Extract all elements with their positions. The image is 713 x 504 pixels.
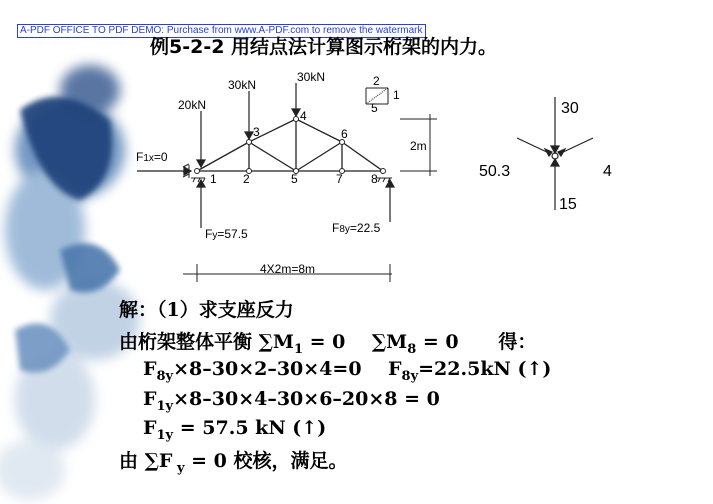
node6-force-30: 30	[561, 100, 579, 117]
solution-line-equilibrium: 由桁架整体平衡 $\sum M_1 = 0$ $\sum M_8 = 0$ 得：	[119, 331, 537, 357]
span-label: 4X2m=8m	[260, 262, 316, 276]
load-label-30kn-node4: 30kN	[297, 70, 326, 84]
slope-label-1: 1	[393, 88, 400, 102]
label-f1x: F1x=0	[136, 150, 168, 164]
member-5-6	[296, 142, 342, 171]
slope-label-2: 2	[373, 74, 380, 88]
node-8	[381, 169, 386, 174]
member-6-8	[342, 142, 383, 171]
node-number-8: 8	[371, 172, 378, 186]
load-label-30kn-node3: 30kN	[228, 78, 257, 92]
node-number-2: 2	[243, 172, 250, 186]
node-4	[294, 117, 299, 122]
label-f1y: Fy=57.5	[205, 227, 248, 241]
node-number-6: 6	[341, 127, 348, 141]
solution-line-moment-8: $F_{1y}\times 8-30\times 4-30\times 6-20\times 8 = 0$	[143, 388, 440, 414]
watermark-text: A-PDF OFFICE TO PDF DEMO: Purchase from www.A-PDF.com to remove the watermark	[17, 24, 426, 38]
member-1-3	[197, 142, 249, 171]
load-label-20kn: 20kN	[178, 98, 207, 112]
node-1	[195, 169, 200, 174]
node-number-5: 5	[291, 172, 298, 186]
solution-line-moment-1: $F_{8y}\times 8-30\times 2-30\times 4=0$ $F_{8y}=22.5kN$ (↑)	[143, 358, 552, 384]
node-number-3: 3	[253, 125, 260, 139]
node-number-4: 4	[300, 109, 307, 123]
solution-line-check: 由 ∑F $_y$ = 0 校核，满足。	[119, 450, 348, 476]
node6-force-4: 4	[603, 163, 612, 180]
node-number-1: 1	[210, 172, 217, 186]
node-3	[247, 140, 252, 145]
member-3-5	[249, 142, 296, 171]
node6-free-body	[517, 97, 593, 210]
node6-force-50-3: 50.3	[479, 163, 511, 180]
solution-line-f1y-result: $F_{1y} = 57.5$ kN (↑)	[143, 417, 327, 443]
height-label: 2m	[410, 139, 427, 153]
solution-heading: 解：（1）求支座反力	[119, 299, 294, 321]
node-number-7: 7	[336, 172, 343, 186]
label-f8y: F8y=22.5	[332, 221, 381, 235]
slide-title: 例5-2-2 用结点法计算图示桁架的内力。	[150, 36, 498, 58]
node6-force-15: 15	[559, 196, 577, 213]
slope-label-5: 5	[371, 101, 378, 115]
